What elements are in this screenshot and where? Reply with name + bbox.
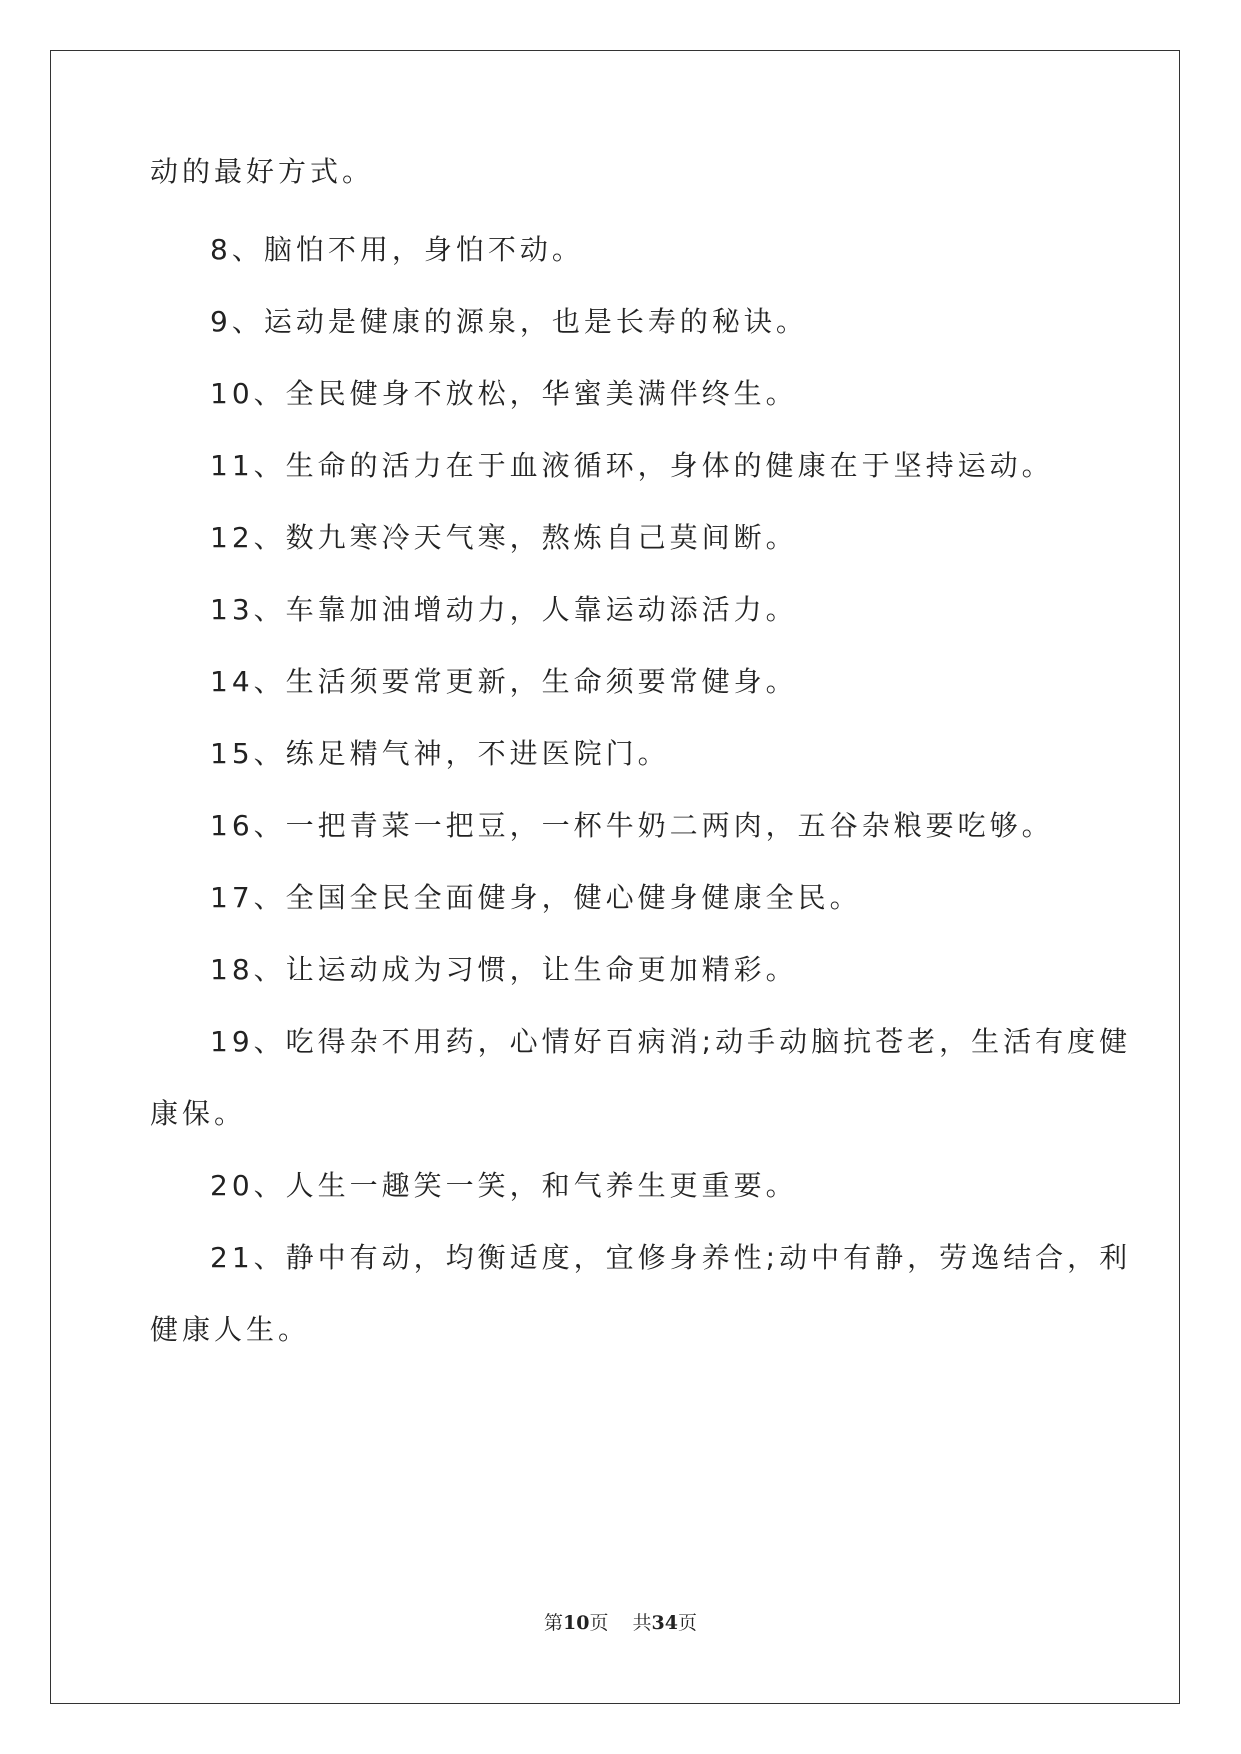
text-line: 21、静中有动，均衡适度，宜修身养性;动中有静，劳逸结合，利 [210,1241,1132,1274]
text-line: 16、一把青菜一把豆，一杯牛奶二两肉，五谷杂粮要吃够。 [210,809,1054,842]
text-line: 康保。 [150,1097,247,1130]
text-line: 10、全民健身不放松，华蜜美满伴终生。 [210,377,798,410]
footer-total-suffix: 页 [677,1612,697,1634]
text-line: 动的最好方式。 [150,155,375,188]
text-line: 19、吃得杂不用药，心情好百病消;动手动脑抗苍老，生活有度健 [210,1025,1132,1058]
current-page-number: 10 [563,1612,590,1634]
page-frame [50,50,1180,1704]
text-line: 健康人生。 [150,1313,311,1346]
text-line: 20、人生一趣笑一笑，和气养生更重要。 [210,1169,798,1202]
footer-prefix: 第 [544,1612,564,1634]
text-line: 12、数九寒冷天气寒，熬炼自己莫间断。 [210,521,798,554]
text-line: 15、练足精气神，不进医院门。 [210,737,670,770]
footer-total-prefix: 共 [632,1612,652,1634]
text-line: 18、让运动成为习惯，让生命更加精彩。 [210,953,798,986]
text-line: 9、运动是健康的源泉，也是长寿的秘诀。 [210,305,808,338]
total-pages-number: 34 [651,1612,678,1634]
page-footer [0,1611,1241,1635]
text-line: 13、车靠加油增动力，人靠运动添活力。 [210,593,798,626]
text-line: 14、生活须要常更新，生命须要常健身。 [210,665,798,698]
text-line: 8、脑怕不用，身怕不动。 [210,233,584,266]
text-line: 17、全国全民全面健身，健心健身健康全民。 [210,881,862,914]
footer-page-suffix: 页 [589,1612,609,1634]
text-line: 11、生命的活力在于血液循环，身体的健康在于坚持运动。 [210,449,1054,482]
